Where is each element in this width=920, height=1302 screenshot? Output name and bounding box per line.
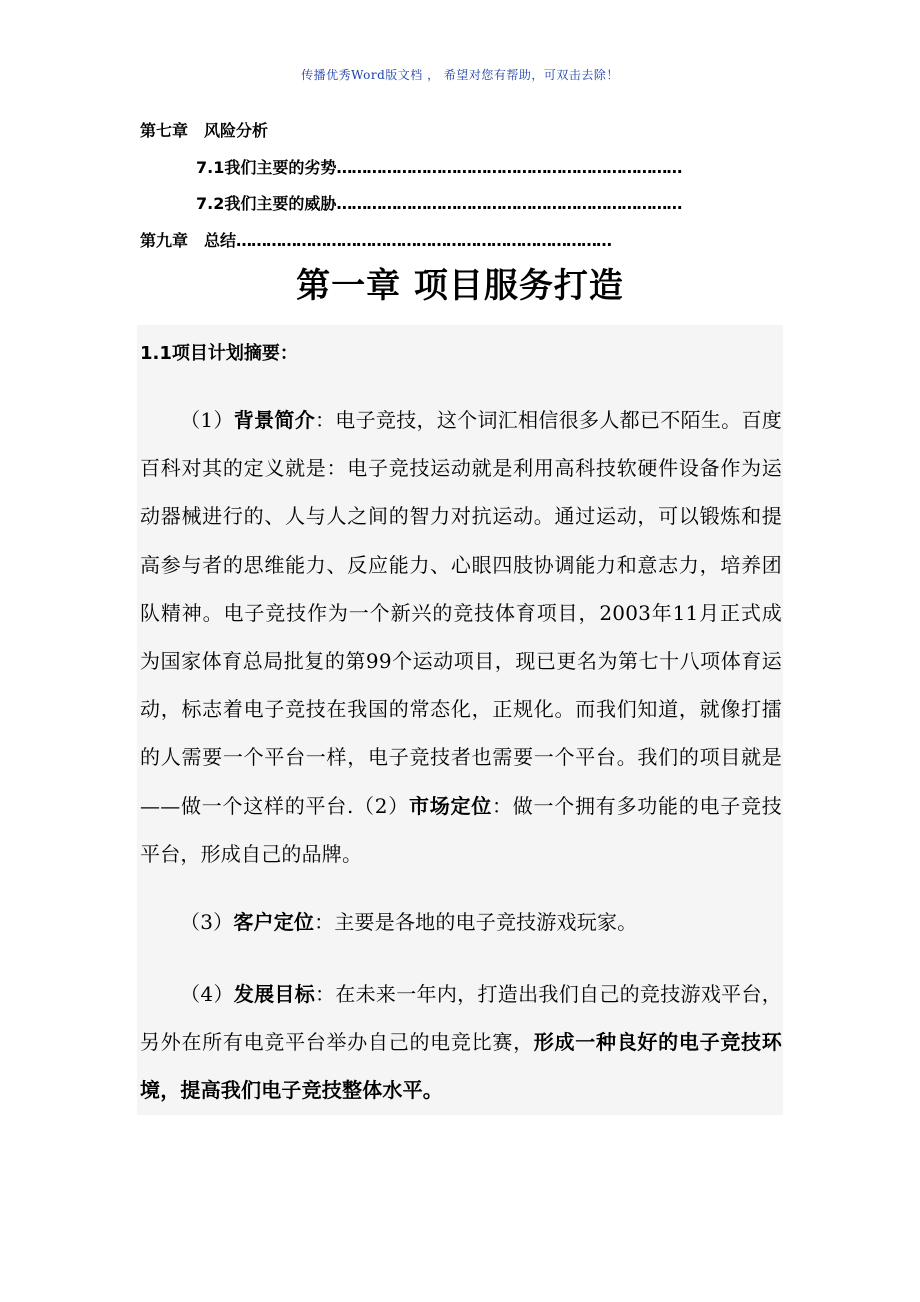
section-heading: 1.1项目计划摘要：: [140, 343, 298, 364]
paragraph-number: （3）: [180, 910, 234, 934]
paragraph-customer: [140, 898, 782, 946]
paragraph-label: 背景简介: [233, 408, 315, 432]
paragraph-number: （4）: [180, 982, 234, 1006]
paragraph-text: ：电子竞技，这个词汇相信很多人都已不陌生。百度百科对其的定义就是：电子竞技运动就是利用高科技软硬件设备作为运动器械进行的、人与人之间的智力对抗运动。通过运动，可以锻炼和提高参与者的思维能力、反应能力、心眼四肢协调能力和意志力，培养团队精神。电子竞技作为一个新兴的竞技体育项目，2003年11月正式成为国家体育总局批复的第99个运动项目，现已更名为第七十八项体育运动，标志着电子竞技在我国的常态化，正规化。而我们知道，就像打擂的人需要一个平台一样，电子竞技者也需要一个平台。我们的项目就是——做一个这样的平台.（2）: [140, 408, 782, 818]
header-note: 传播优秀Word版文档 ， 希望对您有帮助，可双击去除！: [301, 68, 619, 82]
paragraph-text: ：做一个拥有多功能的电子竞技平台，形成自己的品牌。: [140, 793, 782, 866]
paragraph-text: ：主要是各地的电子竞技游戏玩家。: [314, 910, 638, 934]
toc-section-7-1-title: 7.1我们主要的劣势: [196, 158, 337, 177]
toc-section-7-2-title: 7.2我们主要的威胁: [196, 194, 337, 213]
paragraph-label: 市场定位: [409, 793, 493, 818]
toc-leader: …………………………………………………………………: [236, 231, 612, 250]
paragraph-text: ：在未来一年内，打造出我们自己的竞技游戏平台，另外在所有电竞平台举办自己的电竞比赛，: [140, 982, 782, 1055]
toc-leader: ……………………………………………………………: [336, 194, 682, 213]
toc-chapter-9: [140, 228, 611, 251]
paragraph-bold-text: 形成一种良好的电子竞技环境，提高我们电子竞技整体水平。: [140, 1030, 782, 1103]
toc-section-7-1: [196, 155, 681, 178]
toc-leader: ……………………………………………………………: [336, 158, 682, 177]
chapter-title: 第一章 项目服务打造: [296, 266, 624, 306]
toc-chapter-7: [140, 118, 268, 141]
paragraph-label: 发展目标: [233, 982, 315, 1006]
paragraph-label: 客户定位: [233, 910, 315, 934]
toc-chapter-9-title: 第九章 总结: [140, 231, 237, 250]
paragraph-number: （1）: [180, 408, 234, 432]
toc-section-7-2: [196, 191, 681, 214]
paragraph-background: [140, 396, 782, 878]
toc-chapter-7-title: 第七章 风险分析: [140, 121, 269, 140]
paragraph-goal: [140, 970, 782, 1115]
